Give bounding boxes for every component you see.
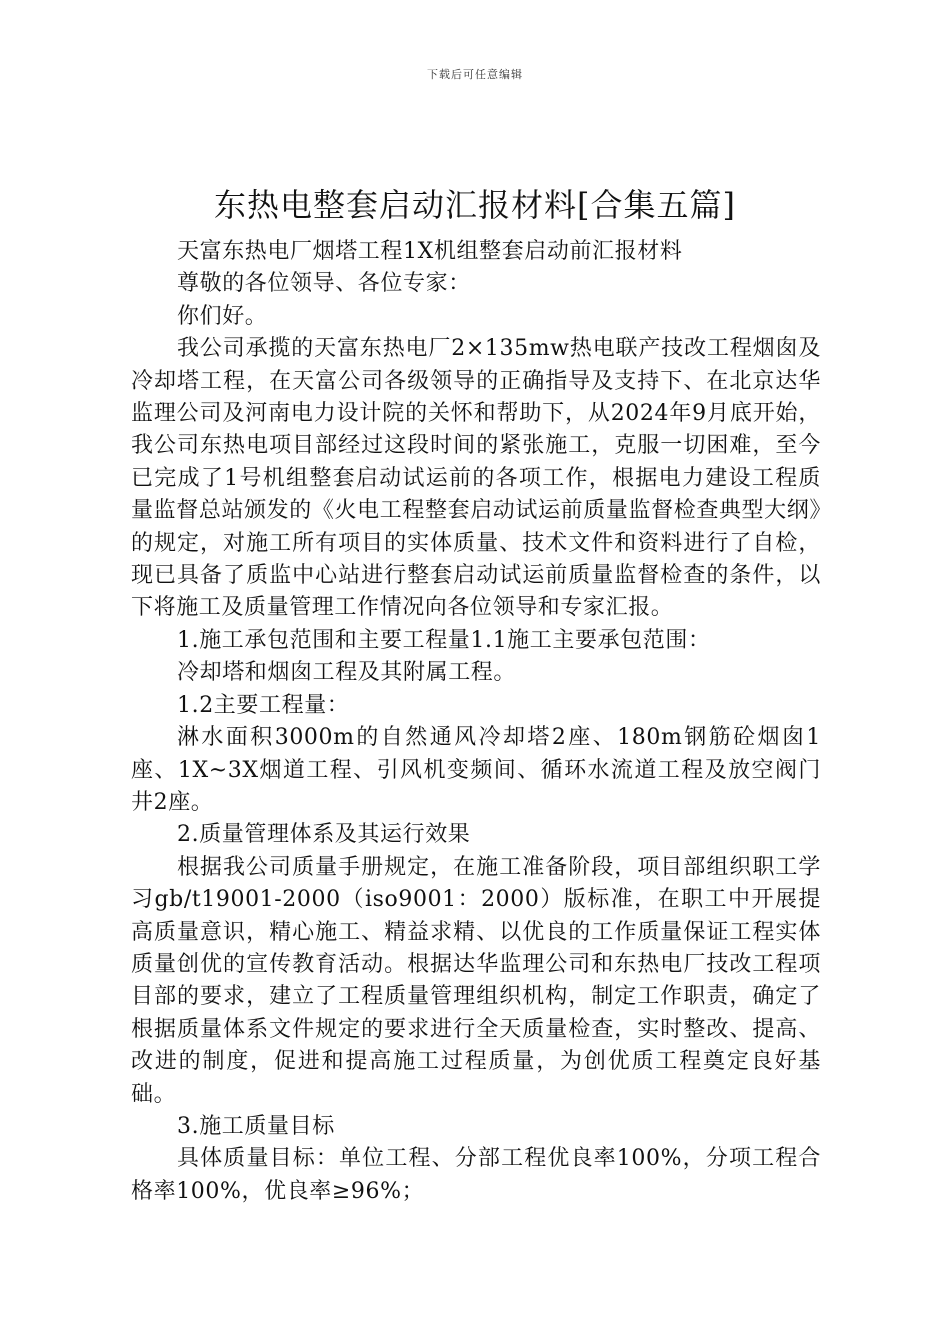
header-note: 下载后可任意编辑: [427, 68, 523, 81]
paragraph-subtitle: 天富东热电厂烟塔工程1X机组整套启动前汇报材料: [177, 239, 683, 264]
paragraph-intro: 我公司承揽的天富东热电厂2×135mw热电联产技改工程烟囱及冷却塔工程，在天富公司各级领导的正确指导及支持下、在北京达华监理公司及河南电力设计院的关怀和帮助下，从2024年9月底开始，我公司东热电项目部经过这段时间的紧张施工，克服一切困难，至今已完成了1号机组整套启动试运前的各项工作，根据电力建设工程质量监督总站颁发的《火电工程整套启动试运前质量监督检查典型大纲》的规定，对施工所有项目的实体质量、技术文件和资料进行了自检，现已具备了质监中心站进行整套启动试运前质量监督检查的条件，以下将施工及质量管理工作情况向各位领导和专家汇报。: [131, 336, 821, 621]
document-body: [131, 236, 821, 1208]
section-heading-scope: 1.施工承包范围和主要工程量1.1施工主要承包范围：: [177, 627, 711, 653]
paragraph-greeting: 你们好。: [177, 303, 268, 329]
paragraph-salutation: 尊敬的各位领导、各位专家：: [177, 271, 471, 297]
section-heading-quality-goal: 3.施工质量目标: [177, 1113, 335, 1139]
paragraph-scope: 冷却塔和烟囱工程及其附属工程。: [177, 660, 517, 686]
document-title: 东热电整套启动汇报材料[合集五篇]: [214, 186, 736, 224]
paragraph-quantities: 淋水面积3000m的自然通风冷却塔2座、180m钢筋砼烟囱1座、1X~3X烟道工程、引风机变频间、循环水流道工程及放空阀门井2座。: [131, 725, 821, 815]
section-heading-quantities: 1.2主要工程量：: [177, 692, 350, 718]
paragraph-quality-goal: 具体质量目标：单位工程、分部工程优良率100%，分项工程合格率100%，优良率≥96%；: [131, 1146, 821, 1204]
paragraph-quality-system: 根据我公司质量手册规定，在施工准备阶段，项目部组织职工学习gb/t19001-2000（iso9001：2000）版标准，在职工中开展提高质量意识，精心施工、精益求精、以优良的工作质量保证工程实体质量创优的宣传教育活动。根据达华监理公司和东热电厂技改工程项目部的要求，建立了工程质量管理组织机构，制定工作职责，确定了根据质量体系文件规定的要求进行全天质量检查，实时整改、提高、改进的制度，促进和提高施工过程质量，为创优质工程奠定良好基础。: [131, 854, 821, 1107]
section-heading-quality-system: 2.质量管理体系及其运行效果: [177, 822, 471, 848]
